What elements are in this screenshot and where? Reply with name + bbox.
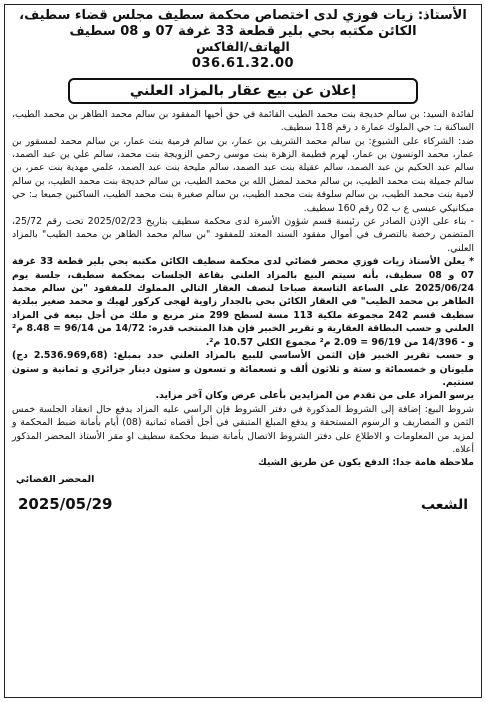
announcement-title: إعلان عن بيع عقار بالمزاد العلني <box>68 78 418 104</box>
publication-date: 2025/05/29 <box>18 494 113 513</box>
announcement-body <box>8 108 478 470</box>
signature-row <box>8 470 478 485</box>
phone-number: 036.61.32.00 <box>191 56 295 72</box>
signature-label: المحضر القضائي <box>16 473 95 485</box>
base-price-paragraph: و حسب تقرير الخبير فإن الثمن الأساسي للبيع بالمزاد العلني حدد بمبلغ: (2.536.969,68 دج) مليونان و خمسمائة و ستة و ثلاثون ألف و تسعمائة و تسعون و ستون دينار جزائري و ثمانية و ستون سنتيم. <box>12 350 475 388</box>
bailiff-header <box>8 8 478 72</box>
newspaper-name: الشعب <box>420 496 468 513</box>
bailiff-address: الكائن مكتبه بحي بلير قطعة 33 غرفة 07 و 08 سطيف <box>69 23 417 39</box>
publication-row <box>8 485 478 513</box>
important-note: ملاحظة هامة جدا: الدفع يكون عن طريق الشيك <box>258 457 474 469</box>
phone-label: الهاتف/الفاكس <box>196 39 290 55</box>
beneficiary-paragraph: لفائدة السيد: بن سالم خديجة بنت محمد الطيب القائمة في حق أخيها المفقود بن سالم محمد الطاهر بن محمد الطيب، الساكنة بـ: حي الملوك عمارة د رقم 118 سطيف. <box>12 108 474 134</box>
authorization-paragraph: - بناء على الإذن الصادر عن رئيسة قسم شؤون الأسرة لدى محكمة سطيف بتاريخ 2025/02/23 تحت رقم 25/72، المتضمن رخصة بالتصرف في أموال مفقود السند المعتد للمفقود "بن سالم محمد الطاهر بن محمد الطيب" بالمزاد العلني. <box>12 216 474 254</box>
defendants-paragraph: ضد: الشركاء على الشيوع: بن سالم محمد الشريف بن عمار، بن سالم فرمية بنت عمار، بن سالم محمد لمسقور بن عمار، محمد الونسون بن عمار، لهرم فطيمة الزهرة بنت موسى رحمي الزويجة بنت محمد، سالم علي بن عبد الصمد، سالم عبد الحكيم بن عبد الصمد، سالم عقيلة بنت عبد الصمد، سالم مليحة بنت عبد الصمد، علمي مهدية بنت عمر، بن سالم جميلة بنت محمد الطيب، بن سالم محمد لمضل الله بن محمد الطيب، بن سالم خديجة بنت محمد الطيب، بن سالم لامية بنت محمد الطيب، بن سالم سلوفة بنت محمد الطيب، بن سالم صغيرة بنت محمد الطيب، الساكنين جميعا بـ: حي ميكانيكي عيسى ع ب 02 رقم 160 سطيف. <box>12 135 474 214</box>
award-rule-paragraph: يرسو المزاد على من تقدم من المزايدين بأعلى عرض وكان آخر مزايد. <box>155 390 474 402</box>
sale-conditions-paragraph: شروط البيع: إضافة إلى الشروط المذكورة في دفتر الشروط فإن الراسي عليه المزاد يدفع حال انعقاد الجلسة خمس الثمن و المصاريف و الرسوم المستحقة و يدفع المبلغ المتبقي في أجل أقصاه ثمانية (08) أيام بأمانة ضبط المحكمة و لمزيد من المعلومات و الاطلاع على دفتر الشروط الاتصال بأمانة ضبط محكمة سطيف او مقر الأستاذ المحضر المذكور أعلاه. <box>12 403 475 455</box>
sale-notice-paragraph: * يعلن الأستاذ زيات فوزي محضر قضائي لدى محكمة سطيف الكائن مكتبه بحي بلير قطعة 33 غرفة 07 و 08 سطيف، بأنه سيتم البيع بالمزاد العلني بقاعة الجلسات بمحكمة سطيف، جلسة يوم 2025/06/24 على الساعة التاسعة صباحا لنصف العقار التالي المملوك للمفقود "بن سالم محمد الطاهر بن محمد الطيب" في العقار الكائن بحي بالجدار زاوية لهجى كركور لهيك و محمد صغير ببلدية سطيف قسم 242 مجموعة ملكية 113 مسة لسطح 299 متر مربع و ملك من أجل بيعه في المزاد العلني و حسب البطاقة العقارية و تقرير الخبير فإن هذا المنتخب قدره: 14/72 من 96/14 = 8.48 م² و - 14/396 من 96/19 = 2.09 م² مجموع الكلي 10.57 م². <box>12 256 474 348</box>
bailiff-name: الأستاذ: زيات فوزي لدى اختصاص محكمة سطيف مجلس قضاء سطيف، <box>19 8 467 23</box>
